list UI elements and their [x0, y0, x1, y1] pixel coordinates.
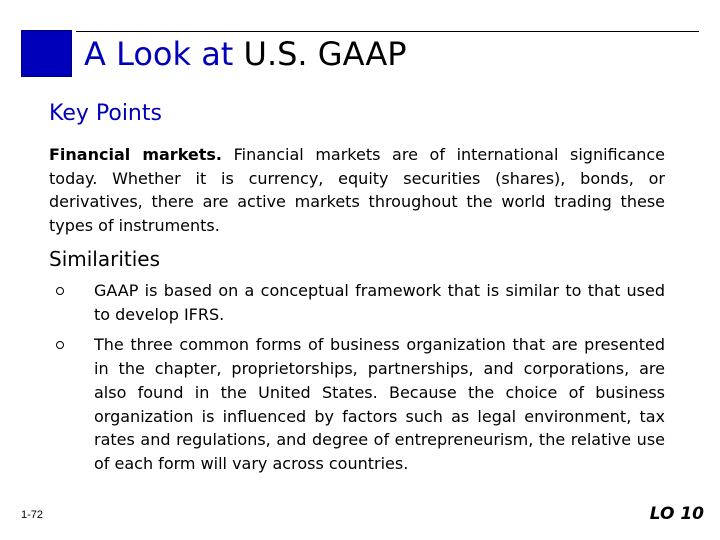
similarities-list: [56, 279, 665, 482]
key-points-body: Financial markets are of international significance today. Whether it is currency, equity securities (shares), bonds, or derivatives, there are active markets throughout the world trading these types of instruments.: [49, 145, 666, 235]
key-points-paragraph: [49, 143, 665, 237]
title-accent-square: [21, 30, 72, 77]
list-item-text: The three common forms of business organization that are presented in the chapter, proprietorships, partnerships, and corporations, are also found in the United States. Because the choice of business organization is influenced by factors such as legal environment, tax rates and regulations, and degree of entrepreneurism, the relative use of each form will vary across countries.: [94, 334, 665, 474]
bullet-icon: [56, 341, 64, 349]
slide-title: [84, 34, 407, 74]
title-accent-text: A Look at: [84, 35, 234, 73]
bullet-icon: [56, 287, 64, 295]
title-main-text: U.S. GAAP: [243, 35, 407, 73]
page-number: 1-72: [21, 509, 44, 521]
list-item-text: GAAP is based on a conceptual framework that is similar to that used to develop IFRS.: [94, 281, 665, 324]
key-points-lead: Financial markets.: [49, 145, 223, 164]
key-points-heading: Key Points: [49, 101, 162, 126]
learning-objective-label: LO 10: [649, 504, 704, 524]
title-rule: [76, 31, 699, 32]
list-item: [56, 333, 665, 476]
similarities-heading: Similarities: [49, 247, 161, 271]
list-item: [56, 279, 665, 327]
